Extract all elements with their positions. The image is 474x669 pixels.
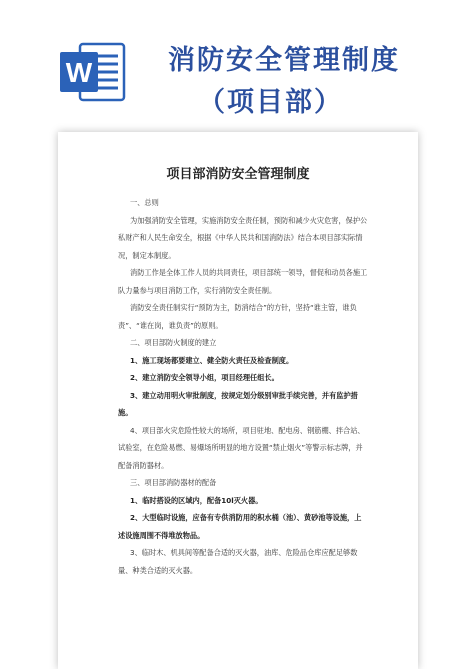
paragraph: 消防工作是全体工作人员的共同责任，项目部统一领导，督促和动员各施工队力量参与项目消防工作，实行消防安全责任制。 <box>118 268 368 295</box>
paragraph: 1、临时搭设的区域内，配备10l灭火器。 <box>130 495 263 505</box>
paragraph: 2、建立消防安全领导小组，项目经理任组长。 <box>130 373 279 382</box>
document-page <box>58 132 418 669</box>
paragraph: 3、建立动用明火审批制度，按规定划分级别审批手续完善，并有监护措施。 <box>118 390 358 417</box>
banner-title: 消防安全管理制度 <box>168 45 400 76</box>
banner-subtitle: （项目部） <box>198 87 343 118</box>
section-heading: 三、项目部消防器材的配备 <box>130 478 217 487</box>
word-document-icon <box>58 40 128 104</box>
logo-letter: W <box>65 57 93 88</box>
document-title: 项目部消防安全管理制度 <box>166 167 310 182</box>
paragraph: 消防安全责任制实行“预防为主，防消结合”的方针，坚持“谁主管，谁负责”、“谁在岗，谁负责”的原则。 <box>118 303 357 330</box>
paragraph: 3、临时木、机具间等配备合适的灭火器，油库、危险品仓库应配足够数量、种类合适的灭火器。 <box>118 548 358 575</box>
paragraph: 4、项目部火灾危险性较大的场所，项目驻地、配电房、钢筋棚、拌合站、试验室，在危险易燃、易爆场所明显的地方设置“禁止烟火”等警示标志牌，并配备消防器材。 <box>118 425 365 470</box>
section-heading: 二、项目部防火制度的建立 <box>130 338 217 347</box>
paragraph: 为加强消防安全管理，实施消防安全责任制，预防和减少火灾危害，保护公私财产和人民生命安全，根据《中华人民共和国消防法》结合本项目部实际情况，制定本制度。 <box>118 215 368 260</box>
paragraph: 2、大型临时设施，应备有专供消防用的积水桶（池）、黄砂池等设施，上述设施周围不得堆放物品。 <box>118 513 362 540</box>
section-heading: 一、总则 <box>130 198 159 207</box>
paragraph: 1、施工现场都要建立、健全防火责任及检查制度。 <box>130 355 294 365</box>
document-body <box>118 194 368 579</box>
header-banner <box>0 0 474 150</box>
